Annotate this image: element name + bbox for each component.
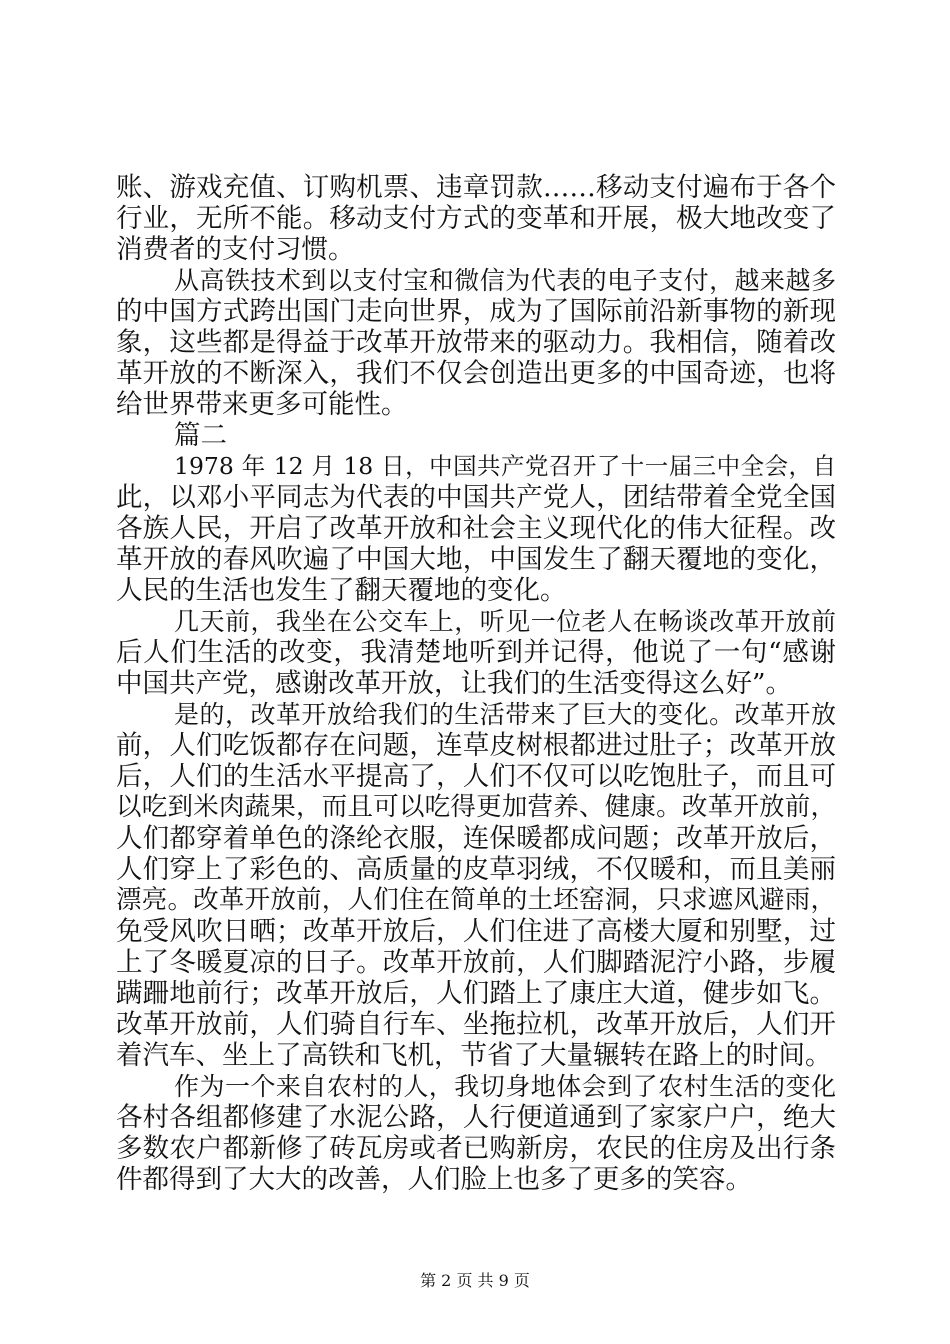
text-line: 给世界带来更多可能性。 — [116, 389, 408, 420]
text-line: 以吃到米肉蔬果，而且可以吃得更加营养、健康。改革开放前， — [116, 792, 836, 822]
text-line: 人民的生活也发生了翻天覆地的变化。 — [116, 575, 567, 606]
text-line: 几天前，我坐在公交车上，听见一位老人在畅谈改革开放前 — [174, 607, 836, 636]
text-line: 后人们生活的改变，我清楚地听到并记得，他说了一句“感谢 — [116, 637, 836, 668]
text-line: 前，人们吃饭都存在问题，连草皮树根都进过肚子；改革开放 — [116, 730, 836, 761]
text-line: 多数农户都新修了砖瓦房或者已购新房，农民的住房及出行条 — [116, 1133, 836, 1164]
text-line: 人们都穿着单色的涤纶衣服，连保暖都成问题；改革开放后， — [116, 823, 836, 854]
text-line: 蹒跚地前行；改革开放后，人们踏上了康庄大道，健步如飞。 — [116, 978, 836, 1009]
text-line: 作为一个来自农村的人，我切身地体会到了农村生活的变化 — [174, 1072, 836, 1101]
text-line: 此，以邓小平同志为代表的中国共产党人，团结带着全党全国 — [116, 482, 836, 513]
text-line: 改革开放前，人们骑自行车、坐拖拉机，改革开放后，人们开 — [116, 1009, 836, 1040]
text-line: 漂亮。改革开放前，人们住在简单的土坯窑洞，只求遮风避雨， — [116, 885, 836, 915]
text-line: 的中国方式跨出国门走向世界，成为了国际前沿新事物的新现 — [116, 296, 836, 327]
text-line: 革开放的不断深入，我们不仅会创造出更多的中国奇迹，也将 — [116, 358, 836, 389]
text-line: 消费者的支付习惯。 — [116, 234, 355, 265]
text-line: 人们穿上了彩色的、高质量的皮草羽绒，不仅暖和，而且美丽 — [116, 854, 836, 885]
text-line: 上了冬暖夏凉的日子。改革开放前，人们脚踏泥泞小路，步履 — [116, 947, 836, 978]
text-line: 行业，无所不能。移动支付方式的变革和开展，极大地改变了 — [116, 203, 836, 234]
text-line: 中国共产党，感谢改革开放，让我们的生活变得这么好”。 — [116, 668, 793, 699]
document-body — [116, 172, 836, 1195]
text-line: 从高铁技术到以支付宝和微信为代表的电子支付，越来越多 — [174, 266, 836, 295]
text-line: 免受风吹日晒；改革开放后，人们住进了高楼大厦和别墅，过 — [116, 916, 836, 947]
text-line: 件都得到了大大的改善，人们脸上也多了更多的笑容。 — [116, 1164, 752, 1195]
text-line: 1978 年 12 月 18 日，中国共产党召开了十一届三中全会，自 — [174, 452, 836, 480]
text-line: 后，人们的生活水平提高了，人们不仅可以吃饱肚子，而且可 — [116, 761, 836, 792]
text-line: 各村各组都修建了水泥公路，人行便道通到了家家户户，绝大 — [116, 1102, 836, 1133]
text-line: 革开放的春风吹遍了中国大地，中国发生了翻天覆地的变化， — [116, 544, 836, 575]
text-line: 着汽车、坐上了高铁和飞机，节省了大量辗转在路上的时间。 — [116, 1040, 832, 1071]
text-line: 各族人民，开启了改革开放和社会主义现代化的伟大征程。改 — [116, 513, 836, 544]
text-line: 象，这些都是得益于改革开放带来的驱动力。我相信，随着改 — [116, 327, 836, 358]
text-line: 篇二 — [174, 420, 227, 451]
text-line: 是的，改革开放给我们的生活带来了巨大的变化。改革开放 — [174, 700, 836, 729]
page-footer: 第 2 页 共 9 页 — [420, 1271, 530, 1290]
text-line: 账、游戏充值、订购机票、违章罚款……移动支付遍布于各个 — [116, 172, 836, 203]
